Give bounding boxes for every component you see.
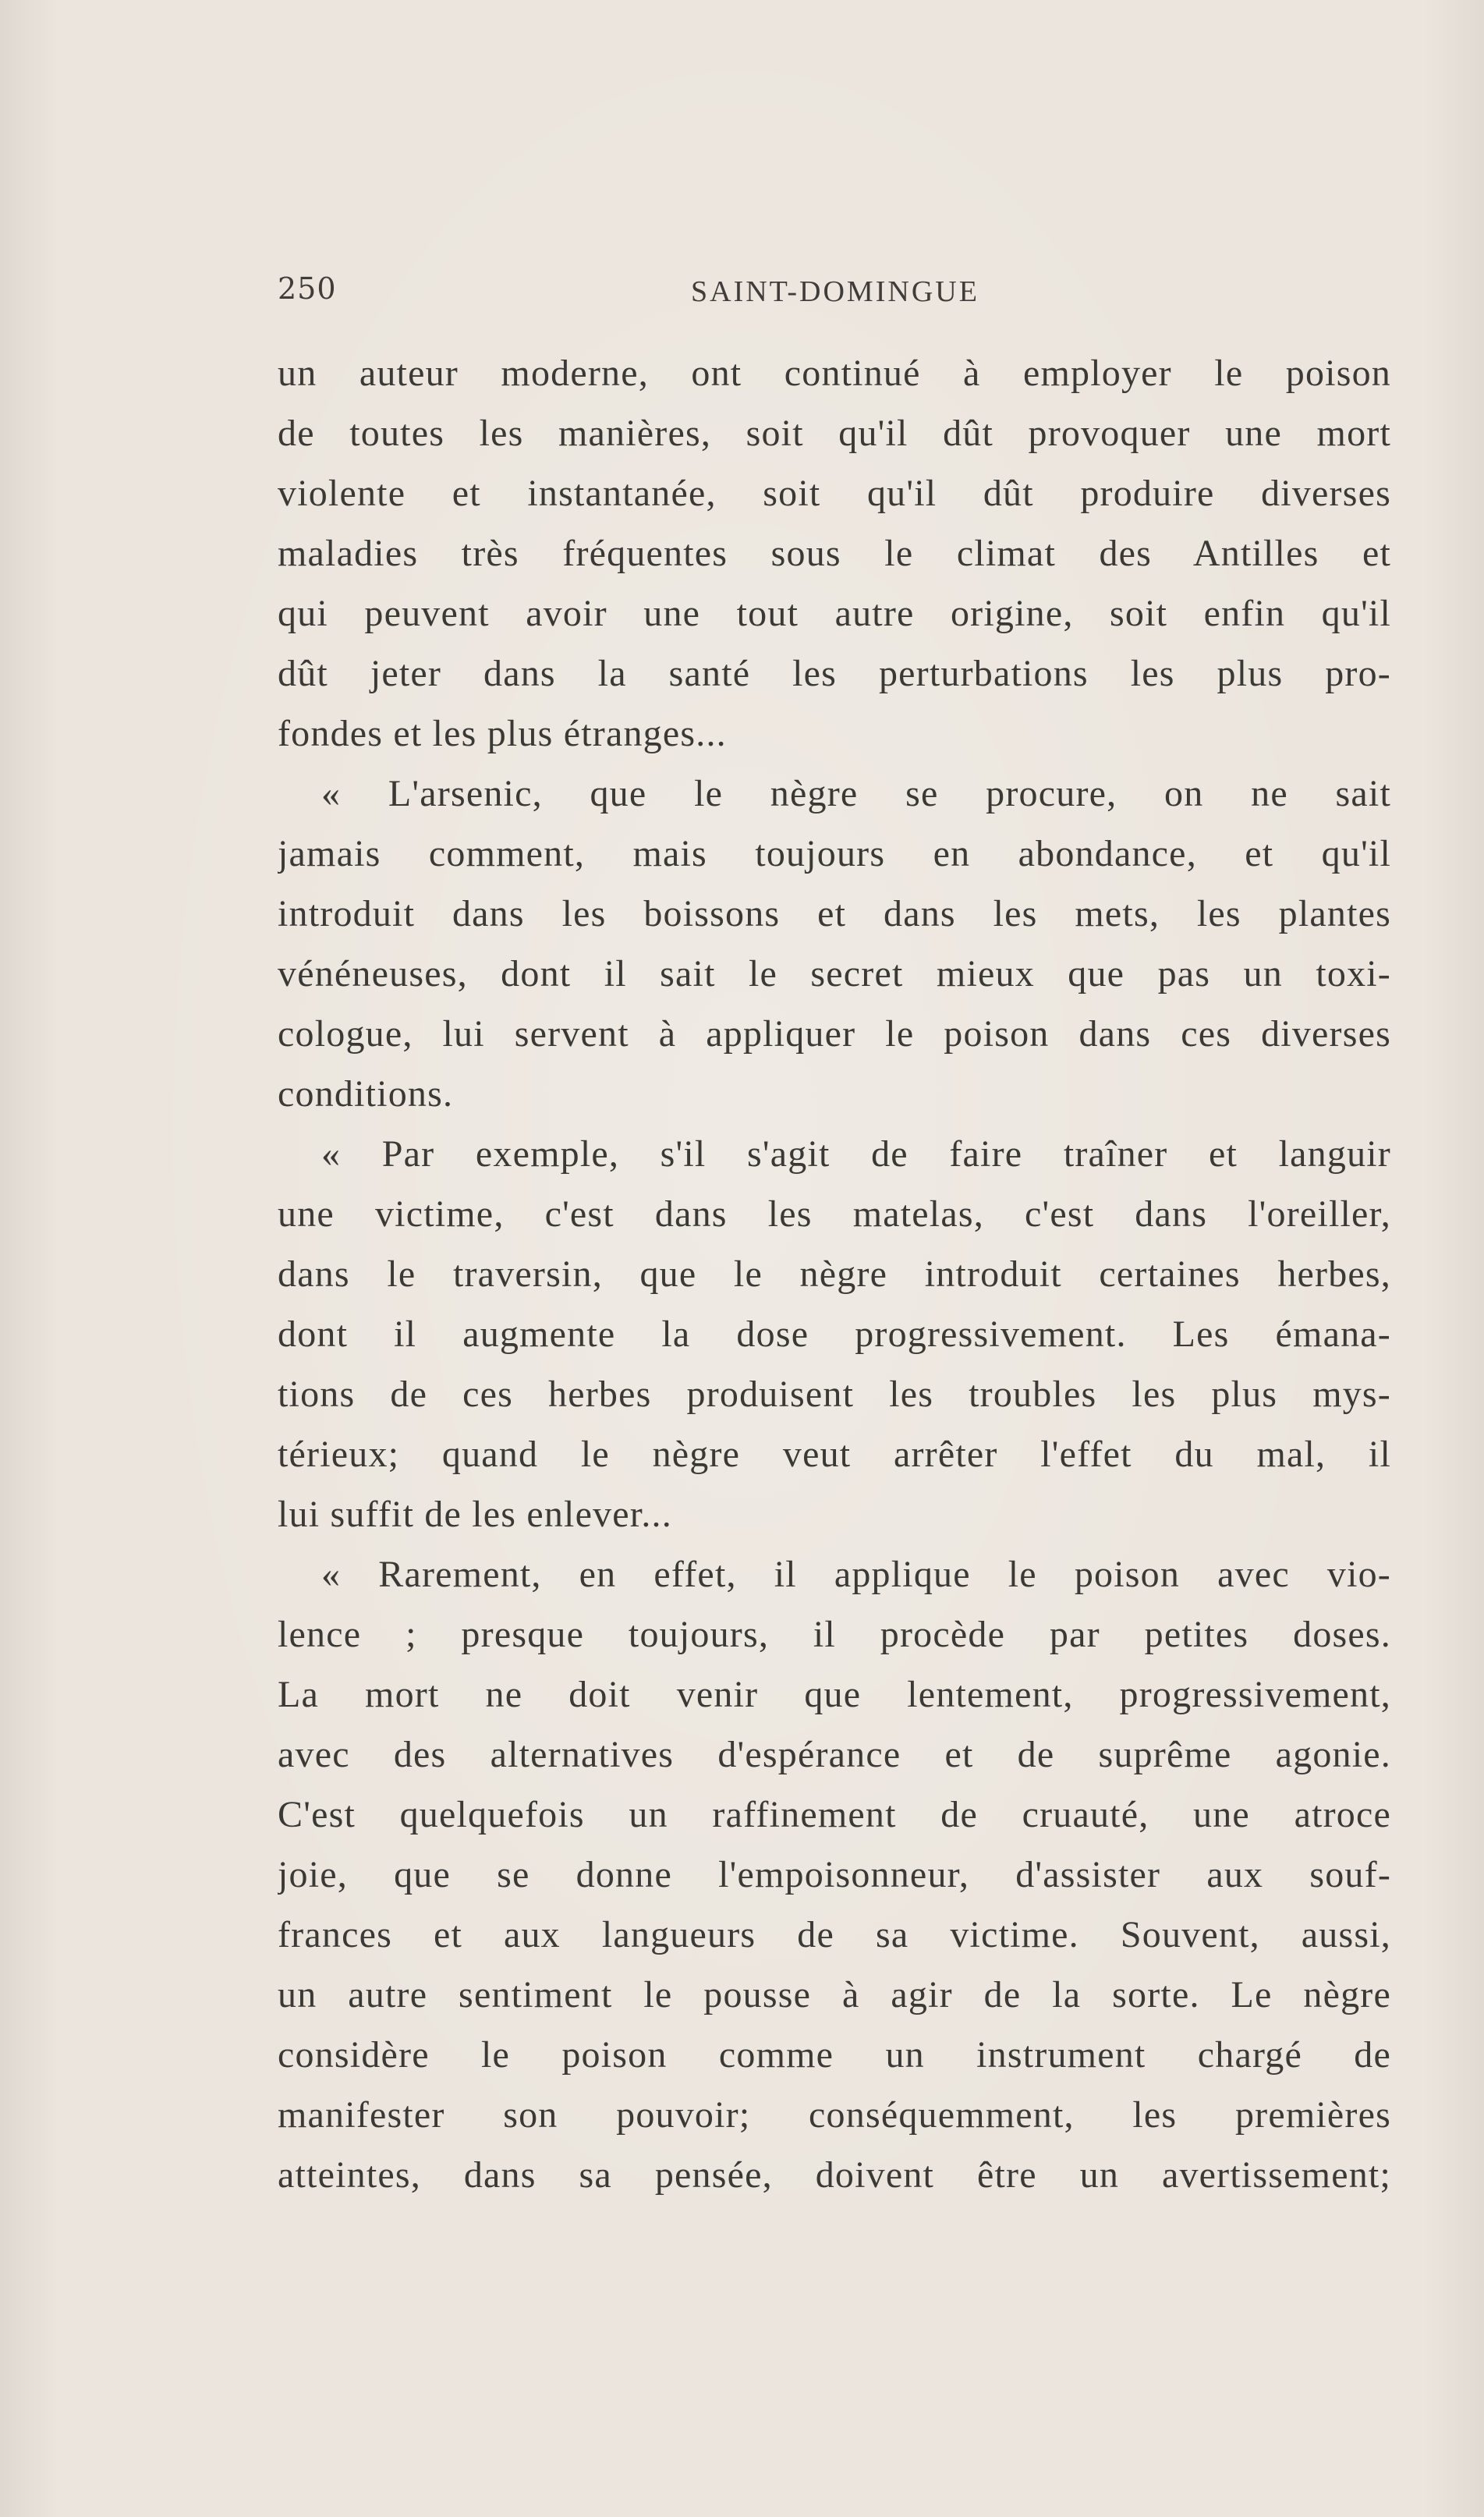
text-line: avec des alternatives d'espérance et de suprême agonie. <box>278 1734 1391 1775</box>
paragraph-start-line: « L'arsenic, que le nègre se procure, on ne sait <box>321 773 1391 814</box>
text-line: frances et aux langueurs de sa victime. Souvent, aussi, <box>278 1914 1391 1955</box>
body-text <box>278 343 1391 2205</box>
paragraph-start-line: « Rarement, en effet, il applique le poison avec vio- <box>321 1554 1391 1595</box>
text-line: une victime, c'est dans les matelas, c'est dans l'oreiller, <box>278 1193 1391 1235</box>
text-line: jamais comment, mais toujours en abondance, et qu'il <box>278 833 1391 874</box>
text-line: dût jeter dans la santé les perturbations les plus pro- <box>278 653 1391 694</box>
running-title: SAINT-DOMINGUE <box>691 275 979 308</box>
text-line: vénéneuses, dont il sait le secret mieux que pas un toxi- <box>278 953 1391 994</box>
text-line: maladies très fréquentes sous le climat des Antilles et <box>278 533 1391 574</box>
text-line: dont il augmente la dose progressivement. Les émana- <box>278 1313 1391 1355</box>
text-line: La mort ne doit venir que lentement, progressivement, <box>278 1674 1391 1715</box>
text-line: de toutes les manières, soit qu'il dût provoquer une mort <box>278 413 1391 454</box>
text-line: dans le traversin, que le nègre introduit certaines herbes, <box>278 1253 1391 1295</box>
text-line: introduit dans les boissons et dans les mets, les plantes <box>278 893 1391 934</box>
text-line: qui peuvent avoir une tout autre origine, soit enfin qu'il <box>278 593 1391 634</box>
text-line: fondes et les plus étranges... <box>278 713 727 754</box>
text-line: conditions. <box>278 1073 454 1115</box>
text-line: tions de ces herbes produisent les troubles les plus mys- <box>278 1374 1391 1415</box>
text-line: un auteur moderne, ont continué à employer le poison <box>278 353 1391 394</box>
text-line: atteintes, dans sa pensée, doivent être un avertissement; <box>278 2154 1391 2196</box>
paragraph-start-line: « Par exemple, s'il s'agit de faire traîner et languir <box>321 1133 1391 1175</box>
running-head <box>278 271 1391 310</box>
text-line: violente et instantanée, soit qu'il dût produire diverses <box>278 473 1391 514</box>
text-line: considère le poison comme un instrument chargé de <box>278 2034 1391 2076</box>
text-line: un autre sentiment le pousse à agir de la sorte. Le nègre <box>278 1974 1391 2015</box>
page-number: 250 <box>278 271 337 306</box>
text-line: cologue, lui servent à appliquer le poison dans ces diverses <box>278 1013 1391 1055</box>
text-line: térieux; quand le nègre veut arrêter l'effet du mal, il <box>278 1434 1391 1475</box>
text-line: manifester son pouvoir; conséquemment, les premières <box>278 2094 1391 2136</box>
text-line: lui suffit de les enlever... <box>278 1494 672 1535</box>
text-line: lence ; presque toujours, il procède par petites doses. <box>278 1614 1391 1655</box>
text-line: C'est quelquefois un raffinement de cruauté, une atroce <box>278 1794 1391 1835</box>
text-line: joie, que se donne l'empoisonneur, d'assister aux souf- <box>278 1854 1391 1895</box>
